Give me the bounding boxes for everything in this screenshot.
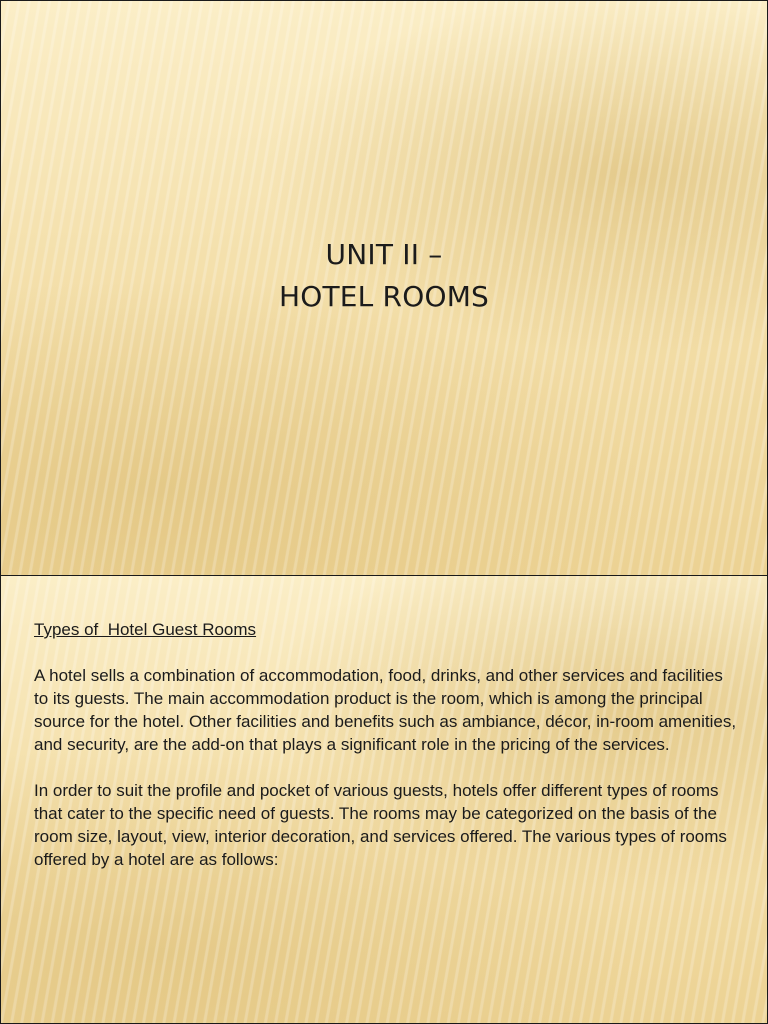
section-heading: Types of Hotel Guest Rooms — [34, 620, 257, 639]
paragraph-intro: A hotel sells a combination of accommodation, food, drinks, and other services and facilities to its guests. The main accommodation product is the room, which is among the principal source for the hotel. Other facilities and benefits such as ambiance, décor, in-room amenities, and security, are the add-on that plays a significant role in the pricing of the services. — [34, 666, 737, 754]
slide-title — [1, 234, 767, 318]
slide-title-line-2: HOTEL ROOMS — [278, 280, 490, 313]
slide-content — [34, 618, 741, 894]
slide-title-line-1: UNIT II – — [325, 238, 443, 271]
paragraph-room-types: In order to suit the profile and pocket of various guests, hotels offer different types of rooms that cater to the specific need of guests. The rooms may be categorized on the basis of the room size, layout, view, interior decoration, and services offered. The various types of rooms offered by a hotel are as follows: — [34, 781, 727, 869]
content-slide — [0, 575, 768, 1024]
